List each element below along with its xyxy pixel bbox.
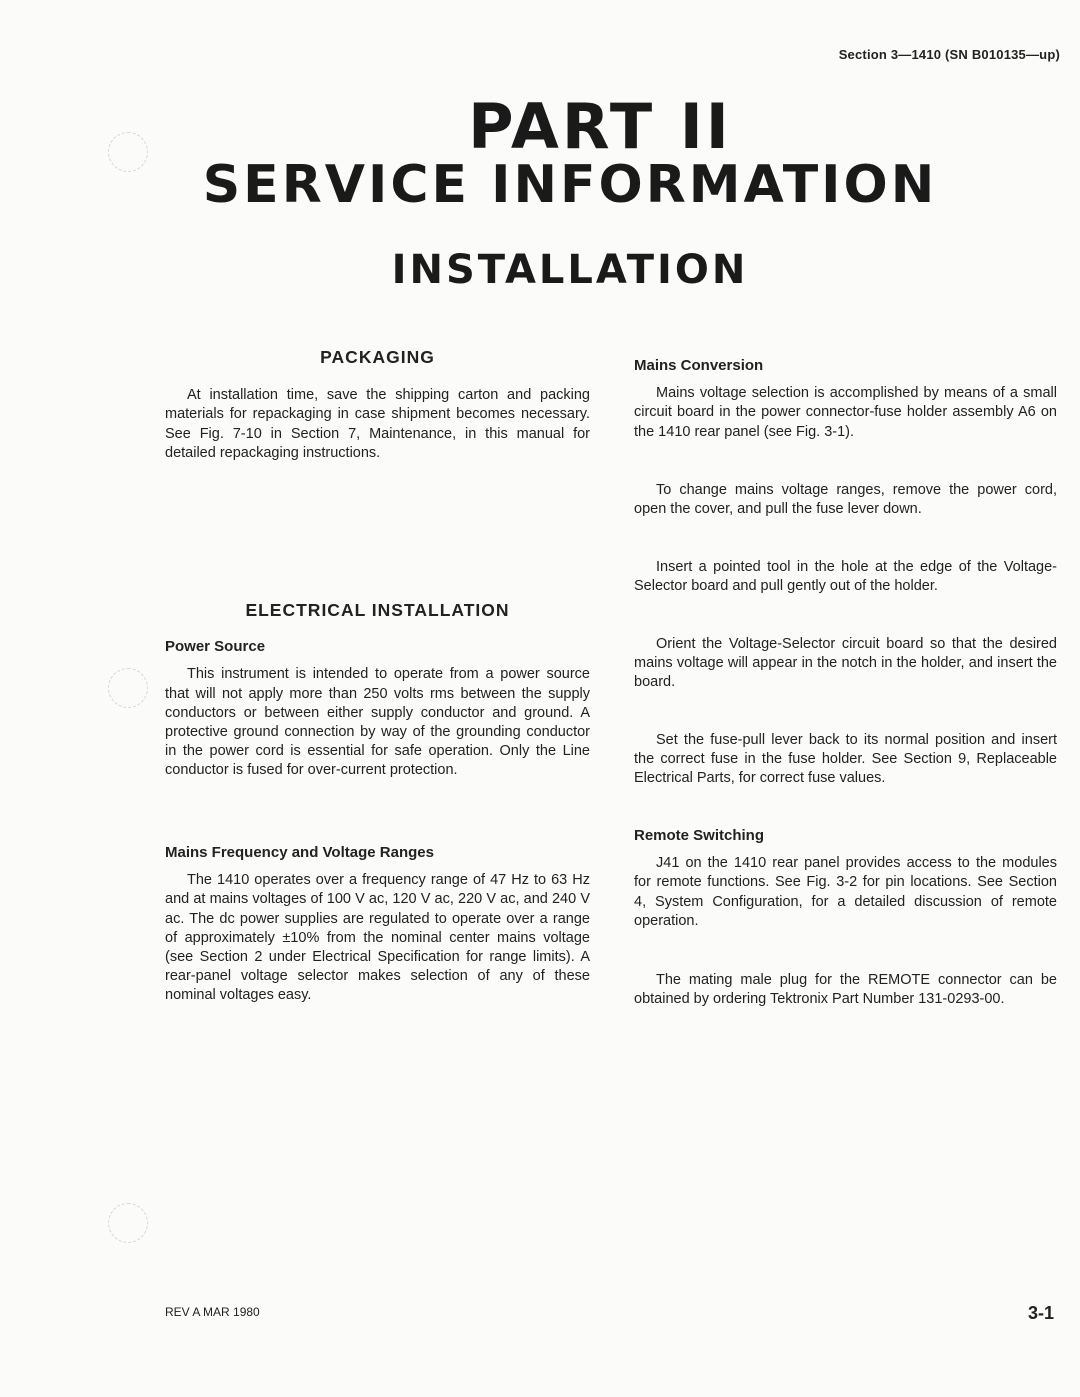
electrical-installation-section — [165, 601, 590, 781]
binder-hole-bottom — [108, 1203, 148, 1243]
packaging-heading: PACKAGING — [320, 347, 435, 367]
part-title: PART II — [468, 90, 732, 163]
power-source-heading: Power Source — [165, 638, 266, 656]
service-information-title: SERVICE INFORMATION — [202, 155, 938, 215]
power-source-body: This instrument is intended to operate from a power source that will not apply more than 250 volts rms between the supply conductors or between either supply conductor and ground. A protective ground connection by way of the grounding conductor in the power cord is essential for safe operation. Only the Line conductor is fused for over-current protection. — [165, 666, 590, 779]
mains-conversion-p1: Mains voltage selection is accomplished by means of a small circuit board in the power connector-fuse holder assembly A6 on the 1410 rear panel (see Fig. 3-1). — [634, 385, 1057, 440]
mains-conversion-p4: Orient the Voltage-Selector circuit board so that the desired mains voltage will appear in the notch in the holder, and insert the board. — [634, 636, 1057, 691]
mains-conversion-p2: To change mains voltage ranges, remove the power cord, open the cover, and pull the fuse lever down. — [634, 482, 1057, 518]
mains-conversion-p4-block — [634, 635, 1057, 693]
remote-switching-p2-block — [634, 971, 1057, 1009]
mains-conversion-heading: Mains Conversion — [634, 357, 764, 374]
revision-date: REV A MAR 1980 — [165, 1305, 260, 1319]
mains-conversion-p5: Set the fuse-pull lever back to its normal position and insert the correct fuse in the fuse holder. See Section 9, Replaceable Electrical Parts, for correct fuse values. — [634, 732, 1057, 787]
packaging-section — [165, 348, 590, 463]
packaging-body: At installation time, save the shipping carton and packing materials for repackaging in case shipment becomes necessary. See Fig. 7-10 in Section 7, Maintenance, in this manual for detailed repackaging instructions. — [165, 387, 590, 461]
mains-conversion-p3-block — [634, 558, 1057, 596]
mains-conversion-p3: Insert a pointed tool in the hole at the edge of the Voltage-Selector board and pull gently out of the holder. — [634, 559, 1057, 595]
mains-conversion-section — [634, 356, 1057, 442]
section-reference: Section 3—1410 (SN B010135—up) — [838, 47, 1060, 62]
mains-frequency-section — [165, 843, 590, 1006]
mains-conversion-p5-block — [634, 731, 1057, 789]
mains-frequency-heading: Mains Frequency and Voltage Ranges — [165, 844, 434, 861]
mains-frequency-body: The 1410 operates over a frequency range of 47 Hz to 63 Hz and at mains voltages of 100 V ac, 120 V ac, 220 V ac, and 240 V ac. The dc power supplies are regulated to operate over a range of approximately ±10% from the nominal center mains voltage (see Section 2 under Electrical Specification for range limits). A rear-panel voltage selector makes selection of any of these nominal voltages easy. — [165, 872, 590, 1004]
remote-switching-section — [634, 826, 1057, 931]
binder-hole-middle — [108, 668, 148, 708]
installation-title: INSTALLATION — [391, 247, 749, 293]
page-number: 3-1 — [1027, 1303, 1054, 1323]
remote-switching-p2: The mating male plug for the REMOTE connector can be obtained by ordering Tektronix Part Number 131-0293-00. — [634, 972, 1057, 1008]
mains-conversion-p2-block — [634, 481, 1057, 519]
remote-switching-p1: J41 on the 1410 rear panel provides access to the modules for remote functions. See Fig. 3-2 for pin locations. See Section 4, System Configuration, for a detailed discussion of remote operation. — [634, 855, 1057, 929]
electrical-installation-heading: ELECTRICAL INSTALLATION — [245, 600, 510, 620]
remote-switching-heading: Remote Switching — [634, 827, 765, 844]
